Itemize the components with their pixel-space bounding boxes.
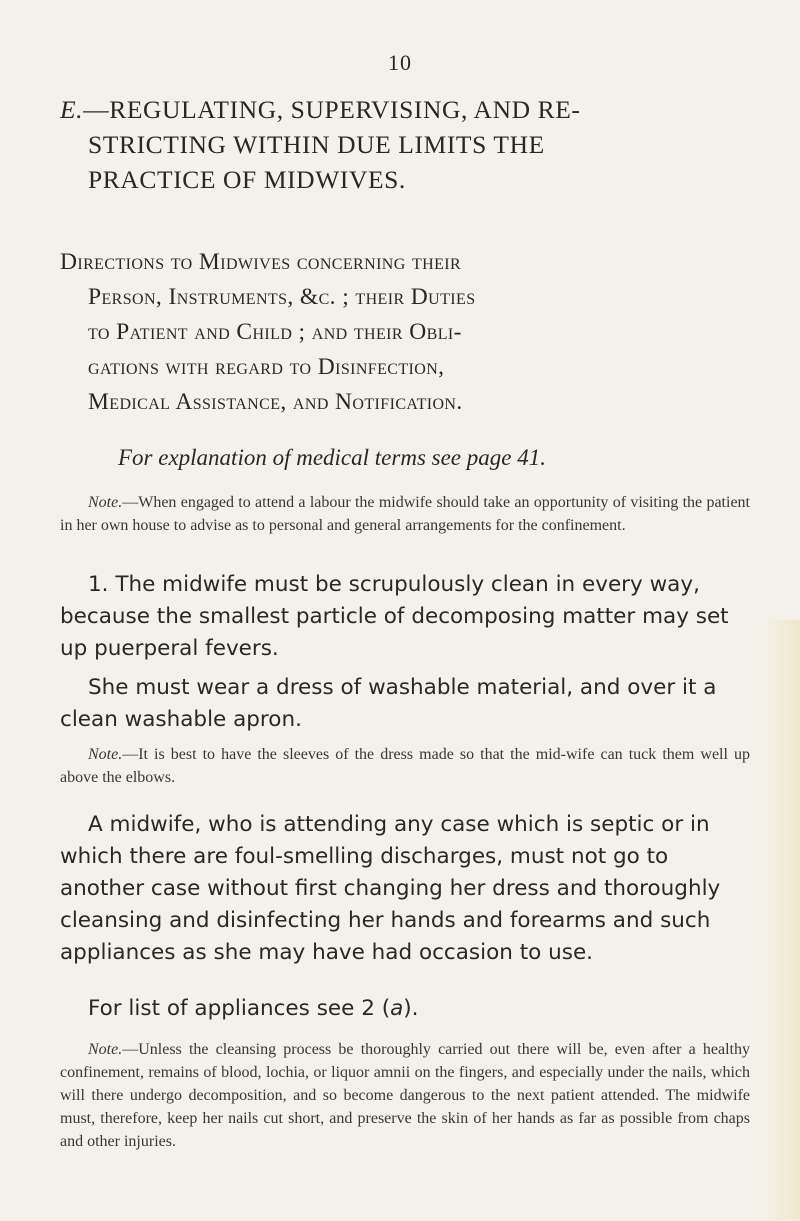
section-letter: E.: [60, 95, 84, 124]
note-1: [60, 491, 750, 537]
paragraph-2: She must wear a dress of washable material, and over it a clean washable apron.: [60, 675, 717, 732]
paragraph-4-suffix: ).: [403, 996, 419, 1021]
heading-line-1-text: —REGULATING, SUPERVISING, AND RE-: [83, 95, 581, 124]
note-3: [60, 1038, 750, 1153]
note-2: [60, 743, 750, 789]
directions-line-4: gations with regard to Disinfection,: [88, 354, 445, 380]
note-1-text: —When engaged to attend a labour the midwife should take an opportunity of visiting the patient in her own house to advise as to personal and general arrangements for the confinement.: [60, 494, 750, 534]
paragraph-4-prefix: For list of appliances see 2 (: [88, 996, 391, 1021]
heading-line-3: PRACTICE OF MIDWIVES.: [88, 165, 406, 194]
note-2-text: —It is best to have the sleeves of the dress made so that the mid-wife can tuck them well up above the elbows.: [60, 746, 750, 786]
directions-subheading: [60, 245, 750, 420]
note-1-label: Note.: [88, 494, 123, 511]
paragraph-4: [60, 993, 750, 1025]
note-3-label: Note.: [88, 1041, 123, 1058]
directions-line-1: Directions to Midwives concerning their: [60, 249, 462, 275]
directions-line-2: Person, Instruments, &c. ; their Duties: [88, 284, 476, 310]
heading-line-1: [60, 95, 580, 124]
note-3-text: —Unless the cleansing process be thoroughly carried out there will be, even after a healthy confinement, remains of blood, lochia, or liquor amnii on the fingers, and especially under the nails, which will there undergo decomposition, and so become dangerous to the next patient attended. The midwife must, therefore, keep her nails cut short, and preserve the skin of her hands as far as possible from chaps and other injuries.: [60, 1041, 750, 1150]
paragraph-1: 1. The midwife must be scrupulously clean in every way, because the smallest particle of decomposing matter may set up puerperal fevers.: [60, 572, 729, 661]
paragraph-3: A midwife, who is attending any case which is septic or in which there are foul-smelling discharges, must not go to another case without first changing her dress and thoroughly cleansing and disinfecting her hands and forearms and such appliances as she may have had occasion to use.: [60, 812, 721, 965]
page-number: 10: [388, 50, 412, 75]
explanation-reference: For explanation of medical terms see page 41.: [118, 445, 546, 470]
page-edge-stain: [760, 620, 800, 1220]
section-heading: [60, 92, 750, 197]
heading-line-2: STRICTING WITHIN DUE LIMITS THE: [88, 130, 545, 159]
note-2-label: Note.: [88, 746, 123, 763]
directions-line-3: to Patient and Child ; and their Obli-: [88, 319, 462, 345]
paragraph-4-ref: a: [390, 996, 404, 1021]
directions-line-5: Medical Assistance, and Notification.: [88, 389, 463, 415]
